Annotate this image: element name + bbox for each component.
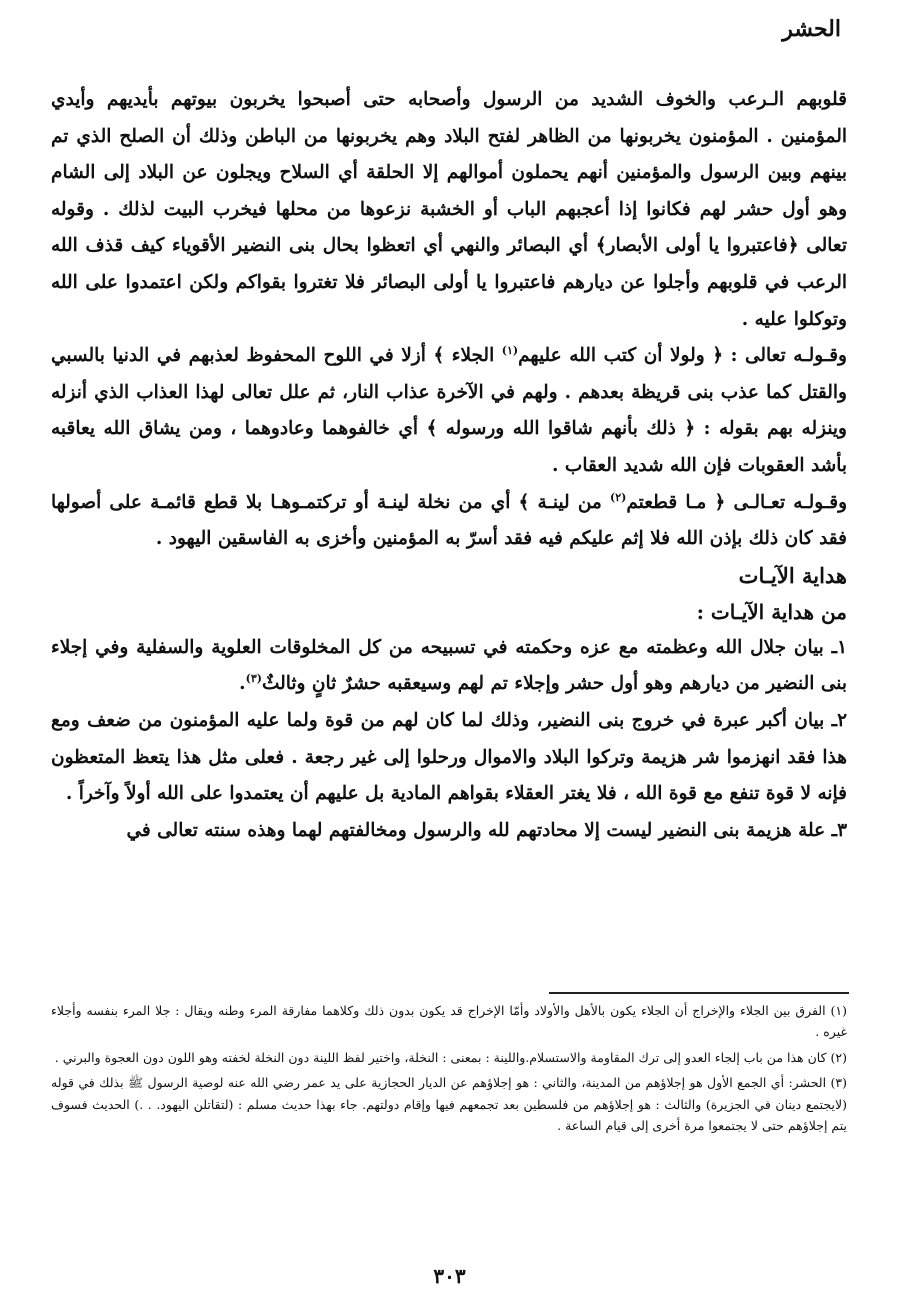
guidance-item-3: ٣ـ علة هزيمة بنى النضير ليست إلا محادتهم لله والرسول ومخالفتهم لهما وهذه سنته تعالى في	[126, 819, 847, 841]
footnote-divider	[549, 992, 849, 994]
footnotes	[51, 1000, 847, 1140]
footnote-1: (١) الفرق بين الجلاء والإخراج أن الجلاء يكون بالأهل والأولاد وأمّا الإخراج قد يكون بدون ذلك وكلاهما مفارقة المرء وطنه ويقال : جلا المرء بنفسه وأجلاء غيره .	[51, 1003, 847, 1040]
footnote-ref-1: (١)	[501, 344, 519, 357]
paragraph-2-part-b: الجلاء ﴾ أزلا في اللوح المحفوظ لعذبهم في الدنيا بالسبي والقتل كما عذب بنى قريظة بعدهم . ولهم في الآخرة عذاب النار، ثم علل تعالى لهذا العذاب الذي أنزله وينزله بهم بقوله : ﴿ ذلك بأنهم شاقوا الله ورسوله ﴾ أي خالفوهما وعادوهما ، ومن يشاق الله يعاقبه بأشد العقوبات فإن الله شديد العقاب .	[51, 345, 847, 476]
paragraph-3-part-a: وقـولـه تعـالـى ﴿ مـا قطعتم	[626, 491, 848, 513]
running-title: الحشر	[782, 16, 841, 42]
footnote-3: (٣) الحشر: أي الجمع الأول هو إجلاؤهم من المدينة، والثاني : هو إجلاؤهم عن الديار الحجازية على يد عمر رضي الله عنه لوصية الرسول ﷺ بذلك في قوله (لايجتمع دينان في الجزيرة) والثالث : هو إجلاؤهم من فلسطين بعد تجمعهم فيها وإقام دولتهم. جاء بهذا حديث مسلم : (لتقاتلن اليهود. . .) الحديث فسوف يتم إجلاؤهم حتى لا يجتمعوا مرة أخرى إلى قيام الساعة .	[51, 1075, 847, 1134]
guidance-item-1-part-b: .	[239, 673, 246, 695]
main-text	[51, 82, 847, 849]
guidance-item-1	[51, 630, 847, 703]
paragraph-2	[51, 338, 847, 484]
guidance-item-2: ٢ـ بيان أكبر عبرة في خروج بنى النضير، وذلك لما كان لهم من قوة ولما عليه المؤمنون من ضعف ومع هذا فقد انهزموا شر هزيمة وتركوا البلاد والاموال ورحلوا إلى غير رجعة . فعلى مثل هذا يتعظ المتعظون فإنه لا قوة تنفع مع قوة الله ، فلا يغتر العقلاء بقواهم المادية بل عليهم أن يعتمدوا على الله أولاً وآخراً .	[51, 709, 847, 805]
guidance-item-1-part-a: ١ـ بيان جلال الله وعظمته مع عزه وحكمته في تسبيحه من كل المخلوقات العلوية والسفلية وفي إجلاء بنى النضير من ديارهم وهو أول حشر وإجلاء تم لهم وسيعقبه حشرٌ ثانٍ وثالثٌ	[51, 636, 847, 695]
paragraph-2-part-a: وقـولـه تعالى : ﴿ ولولا أن كتب الله عليهم	[518, 345, 847, 367]
footnote-ref-3: (٣)	[245, 672, 262, 686]
paragraph-1: قلوبهم الـرعب والخوف الشديد من الرسول وأصحابه حتى أصبحوا يخربون بيوتهم بأيديهم وأيدي المؤمنين . المؤمنون يخربونها من الظاهر لفتح البلاد وهم يخربونها من الباطن وذلك أن الصلح الذي تم بينهم وبين الرسول والمؤمنين أنهم يحملون أموالهم إلا الحلقة أي السلاح ويجلون عن البلاد إلى الشام وهو أول حشر لهم فكانوا إذا أعجبهم الباب أو الخشبة نزعوها من محلها فيخرب البيت لذلك . وقوله تعالى ﴿فاعتبروا يا أولى الأبصار﴾ أي البصائر والنهي أي اتعظوا بحال بنى النضير الأقوياء كيف قذف الله الرعب في قلوبهم وأجلوا عن ديارهم فاعتبروا يا أولى البصائر فلا تغتروا بقواكم ولكن اعتمدوا على الله وتوكلوا عليه .	[51, 89, 847, 330]
section-title: هداية الآيـات	[738, 562, 847, 588]
paragraph-3-part-b: من لينـة ﴾ أي من نخلة لينـة أو تركتمـوهـا بلا قطع قائمـة على أصولها فقد كان ذلك بإذن الله فلا إثم عليكم فيه فقد أسرّ به المؤمنين وأخزى به الفاسقين اليهود .	[51, 491, 847, 550]
section-subtitle: من هداية الآيـات :	[696, 599, 847, 624]
page-number: ٣٠٣	[433, 1264, 466, 1288]
paragraph-3	[51, 485, 847, 558]
footnote-2: (٢) كان هذا من باب إلجاء العدو إلى ترك المقاومة والاستسلام.واللينة : بمعنى : النخلة، واختير لفظ اللينة دون النخلة لخفته وهو اللون دون العجوة والبرني .	[54, 1049, 847, 1065]
footnote-ref-2: (٢)	[610, 490, 627, 504]
